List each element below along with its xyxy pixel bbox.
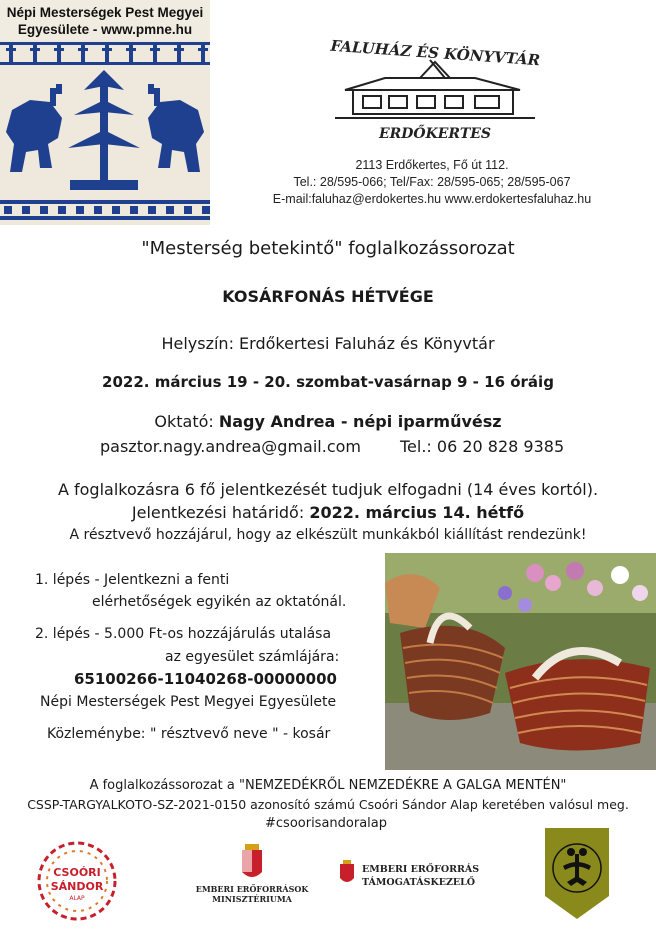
org-line1: Népi Mesterségek Pest Megyei <box>6 5 204 20</box>
account-holder: Népi Mesterségek Pest Megyei Egyesülete <box>40 694 337 710</box>
series-title: "Mesterség betekintő" foglalkozássorozat <box>141 238 515 259</box>
basket-photo <box>385 553 656 770</box>
embroidery-pattern-image <box>0 40 210 225</box>
footer-line1: A foglalkozássorozat a "NEMZEDÉKRŐL NEMZEDÉKRE A GALGA MENTÉN" <box>89 778 567 793</box>
logo-subtitle: ERDŐKERTES <box>378 126 492 142</box>
step1-line1: 1. lépés - Jelentkezni a fenti <box>35 572 230 588</box>
emmi-logo <box>195 842 310 912</box>
contact-phone: Tel.: 06 20 828 9385 <box>400 437 565 456</box>
faluhaz-logo <box>325 30 545 150</box>
csoori-text3: ALAP <box>69 895 85 902</box>
emet-text2: TÁMOGATÁSKEZELŐ <box>362 877 476 888</box>
bank-account: 65100266-11040268-00000000 <box>74 670 337 688</box>
step2-line1: 2. lépés - 5.000 Ft-os hozzájárulás utalása <box>35 626 332 642</box>
payment-reference: Közleménybe: " résztvevő neve " - kosár <box>47 726 331 742</box>
instructor-label: Oktató: <box>154 412 219 431</box>
event-title: KOSÁRFONÁS HÉTVÉGE <box>222 287 434 306</box>
step1-line2: elérhetőségek egyikén az oktatónál. <box>92 594 347 610</box>
capacity-note: A foglalkozásra 6 fő jelentkezését tudjuk elfogadni (14 éves kortól). <box>57 480 599 499</box>
instructor-name: Nagy Andrea - népi iparművész <box>218 412 502 431</box>
step2-line2: az egyesület számlájára: <box>165 649 340 665</box>
footer-line2: CSSP-TARGYALKOTO-SZ-2021-0150 azonosító számú Csoóri Sándor Alap keretében valósul meg. <box>27 797 629 812</box>
venue: Helyszín: Erdőkertesi Faluház és Könyvtár <box>161 334 495 353</box>
org-line2: Egyesülete - www.pmne.hu <box>17 22 193 37</box>
pmne-shield-logo <box>543 826 611 921</box>
instructor-line <box>0 412 656 431</box>
csoori-text1: CSOÓRI <box>53 866 101 879</box>
csoori-text2: SÁNDOR <box>50 880 104 893</box>
emmi-text2: MINISZTÉRIUMA <box>212 894 292 904</box>
address: 2113 Erdőkertes, Fő út 112. <box>355 158 509 172</box>
deadline-line <box>0 503 656 522</box>
deadline-value: 2022. március 14. hétfő <box>309 503 525 522</box>
csoori-sandor-logo <box>30 836 125 926</box>
contact-email[interactable]: pasztor.nagy.andrea@gmail.com <box>100 437 361 456</box>
phone-line: Tel.: 28/595-066; Tel/Fax: 28/595-065; 28/595-067 <box>293 175 571 189</box>
embroidery-banner <box>0 0 210 225</box>
logo-title: FALUHÁZ ÉS KÖNYVTÁR <box>330 36 541 70</box>
deadline-label: Jelentkezési határidő: <box>131 503 310 522</box>
footer-hashtag: #csoorisandoralap <box>265 816 388 831</box>
email-line: E-mail:faluhaz@erdokertes.hu www.erdokertesfaluhaz.hu <box>272 192 592 206</box>
emet-logo <box>338 858 483 892</box>
basket-photo-image <box>385 553 656 770</box>
emet-text1: EMBERI ERŐFORRÁS <box>362 864 480 875</box>
exhibition-note: A résztvevő hozzájárul, hogy az elkészült munkákból kiállítást rendezünk! <box>69 527 587 543</box>
event-date: 2022. március 19 - 20. szombat-vasárnap 9 - 16 óráig <box>102 373 554 391</box>
emmi-text1: EMBERI ERŐFORRÁSOK <box>195 884 309 894</box>
